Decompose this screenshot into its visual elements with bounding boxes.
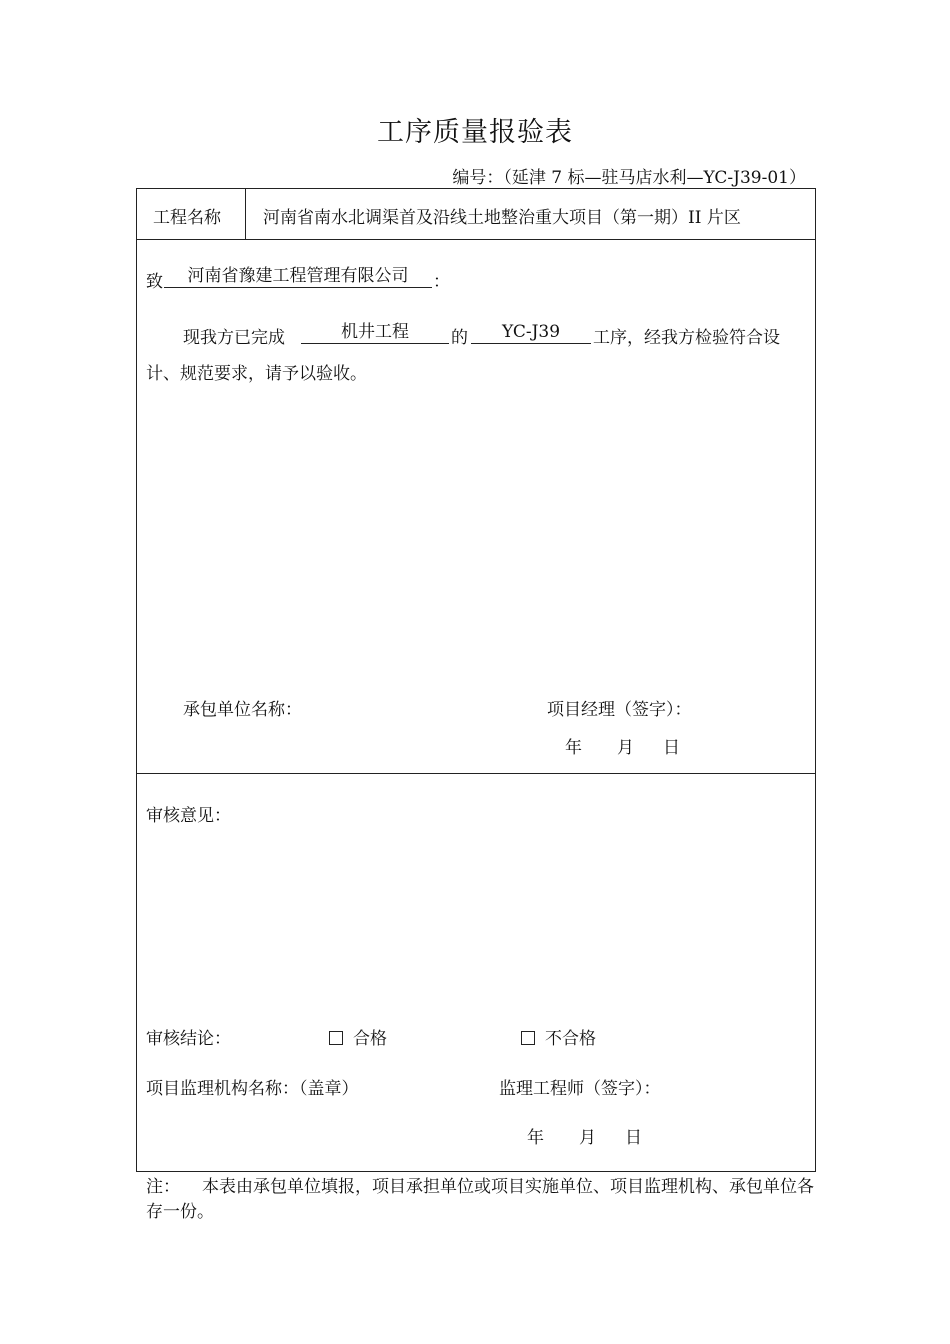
fail-option[interactable] xyxy=(521,1024,596,1049)
review-opinion-label: 审核意见： xyxy=(146,806,231,826)
supervision-agency-label: 项目监理机构名称：（盖章） xyxy=(146,1079,359,1099)
pass-label: 合格 xyxy=(353,1029,387,1049)
pass-checkbox[interactable] xyxy=(329,1031,343,1045)
contractor-date-month: 月 xyxy=(617,738,634,758)
project-row-divider xyxy=(245,189,246,239)
contractor-date-year: 年 xyxy=(565,738,582,758)
footnote xyxy=(146,1175,816,1225)
addressee-company: 河南省豫建工程管理有限公司 xyxy=(164,265,432,288)
fail-label: 不合格 xyxy=(545,1029,596,1049)
completed-work-field: 机井工程 xyxy=(301,321,449,344)
footnote-text: 本表由承包单位填报，项目承担单位或项目实施单位、项目监理机构、承包单位各存一份。 xyxy=(146,1177,814,1222)
project-name-value: 河南省南水北调渠首及沿线土地整治重大项目（第一期）II 片区 xyxy=(263,208,741,228)
document-number: 编号：（延津 7 标—驻马店水利—YC-J39-01） xyxy=(452,168,806,188)
contractor-section-bottom-line xyxy=(137,773,815,774)
inspection-form xyxy=(136,188,816,1172)
footnote-label: 注： xyxy=(146,1177,180,1197)
project-manager-signature-label: 项目经理（签字）： xyxy=(547,700,692,720)
statement-line2: 计、规范要求，请予以验收。 xyxy=(146,364,367,384)
contractor-unit-label: 承包单位名称： xyxy=(183,700,302,720)
pass-option[interactable] xyxy=(329,1024,387,1049)
review-date-month: 月 xyxy=(579,1128,596,1148)
review-date-year: 年 xyxy=(527,1128,544,1148)
statement-part2: 的 xyxy=(451,328,468,348)
addressee-suffix: ： xyxy=(433,272,450,292)
review-conclusion-label: 审核结论： xyxy=(146,1029,231,1049)
addressee-prefix: 致 xyxy=(146,272,163,292)
supervising-engineer-signature-label: 监理工程师（签字）： xyxy=(499,1079,661,1099)
project-name-label: 工程名称 xyxy=(153,208,221,228)
statement-part3: 工序，经我方检验符合设 xyxy=(593,328,780,348)
work-item-field: YC-J39 xyxy=(471,321,591,344)
fail-checkbox[interactable] xyxy=(521,1031,535,1045)
project-row-bottom-line xyxy=(137,239,815,240)
contractor-date-day: 日 xyxy=(663,738,680,758)
document-title: 工序质量报验表 xyxy=(377,117,573,148)
statement-part1: 现我方已完成 xyxy=(183,328,285,348)
review-date-day: 日 xyxy=(625,1128,642,1148)
